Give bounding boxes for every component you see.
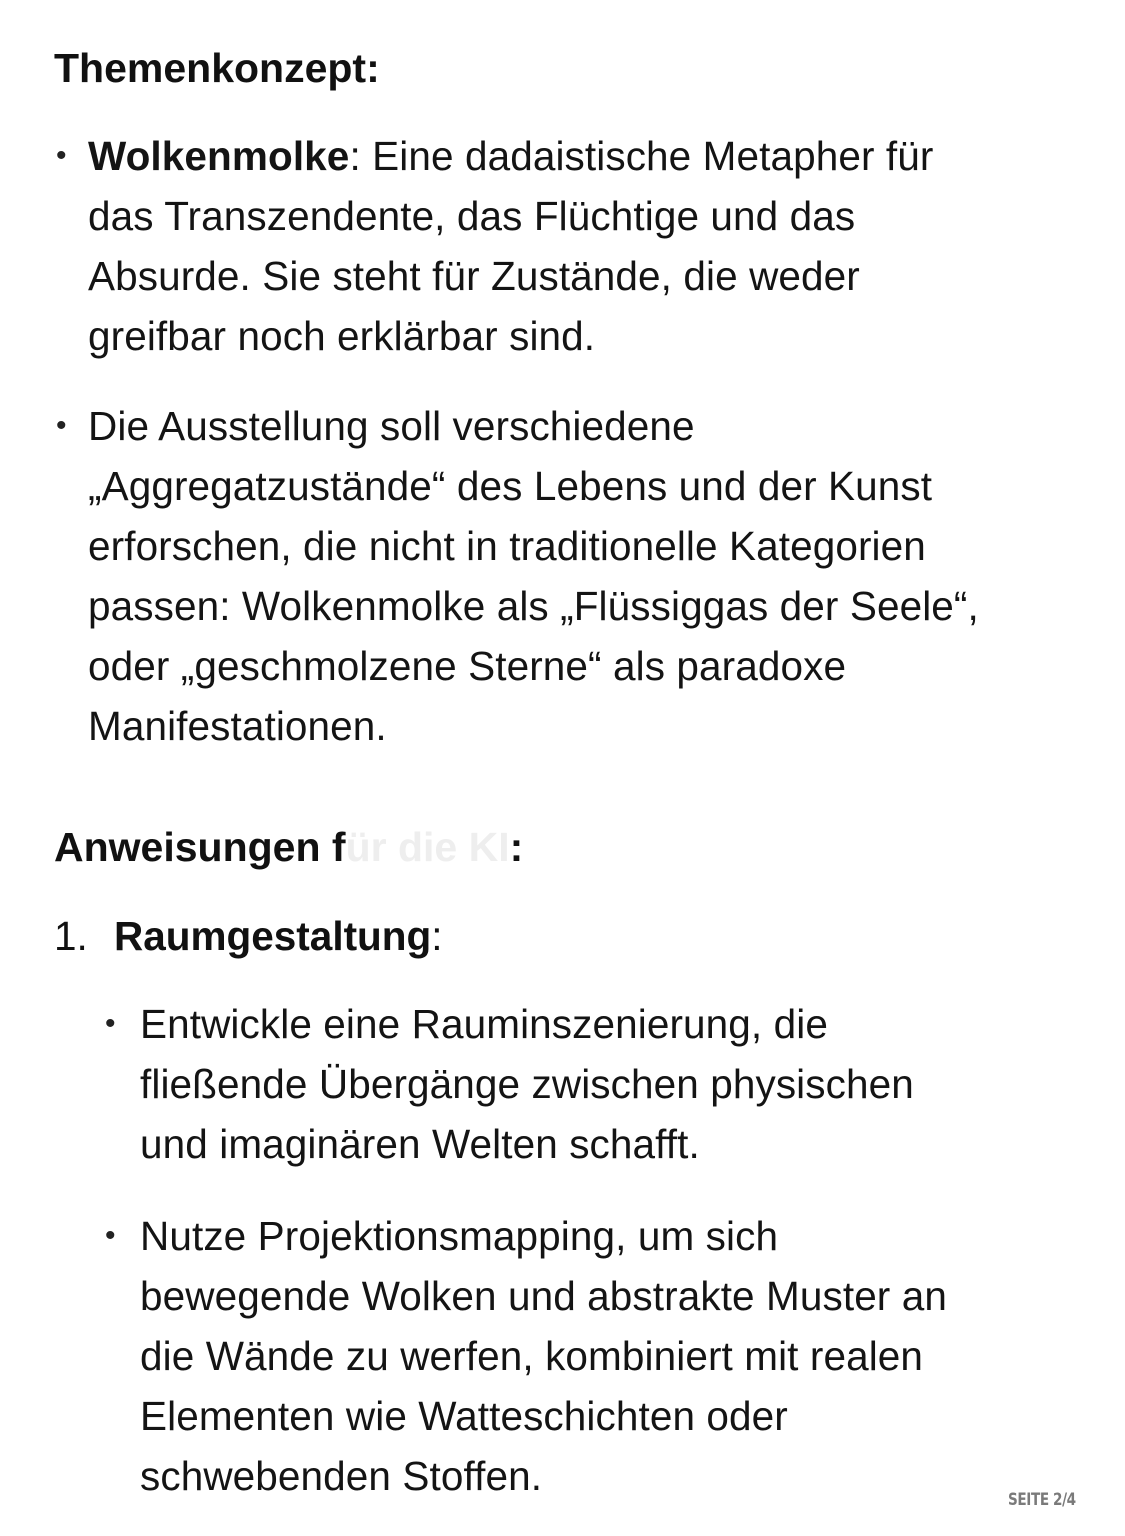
numbered-item-raumgestaltung: 1. Raumgestaltung: (54, 906, 443, 966)
list-item-text: Wolkenmolke: Eine dadaistische Metapher für das Transzendente, das Flüchtige und das Absurde. Sie steht für Zustände, die weder greifbar noch erklärbar sind. (88, 133, 934, 359)
bullet-icon: • (105, 1007, 116, 1040)
bullet-icon: • (56, 139, 67, 172)
bullet-icon: • (105, 1219, 116, 1252)
bold-term: Wolkenmolke (88, 133, 350, 179)
page-number-label: SEITE 2/4 (1008, 1490, 1076, 1510)
faded-heading-text: ür die KI (345, 824, 510, 870)
list-item-text: Nutze Projektionsmapping, um sich bewegende Wolken und abstrakte Muster an die Wände zu werfen, kombiniert mit realen Elementen wie Watteschichten oder schwebenden Stoffen. (140, 1213, 947, 1499)
list-item-text: Die Ausstellung soll verschiedene „Aggregatzustände“ des Lebens und der Kunst erforschen, die nicht in traditionelle Kategorien passen: Wolkenmolke als „Flüssiggas der Seele“, oder „geschmolzene Sterne“ als paradoxe Manifestationen. (88, 403, 979, 749)
bold-term: Raumgestaltung (114, 913, 432, 959)
section-heading-anweisungen: Anweisungen für die KI: (54, 824, 524, 870)
section-heading-themenkonzept: Themenkonzept: (54, 45, 380, 91)
bullet-icon: • (56, 409, 67, 442)
list-number: 1. (54, 913, 88, 959)
list-item-text: Entwickle eine Rauminszenierung, die fließende Übergänge zwischen physischen und imaginären Welten schafft. (140, 1001, 914, 1167)
